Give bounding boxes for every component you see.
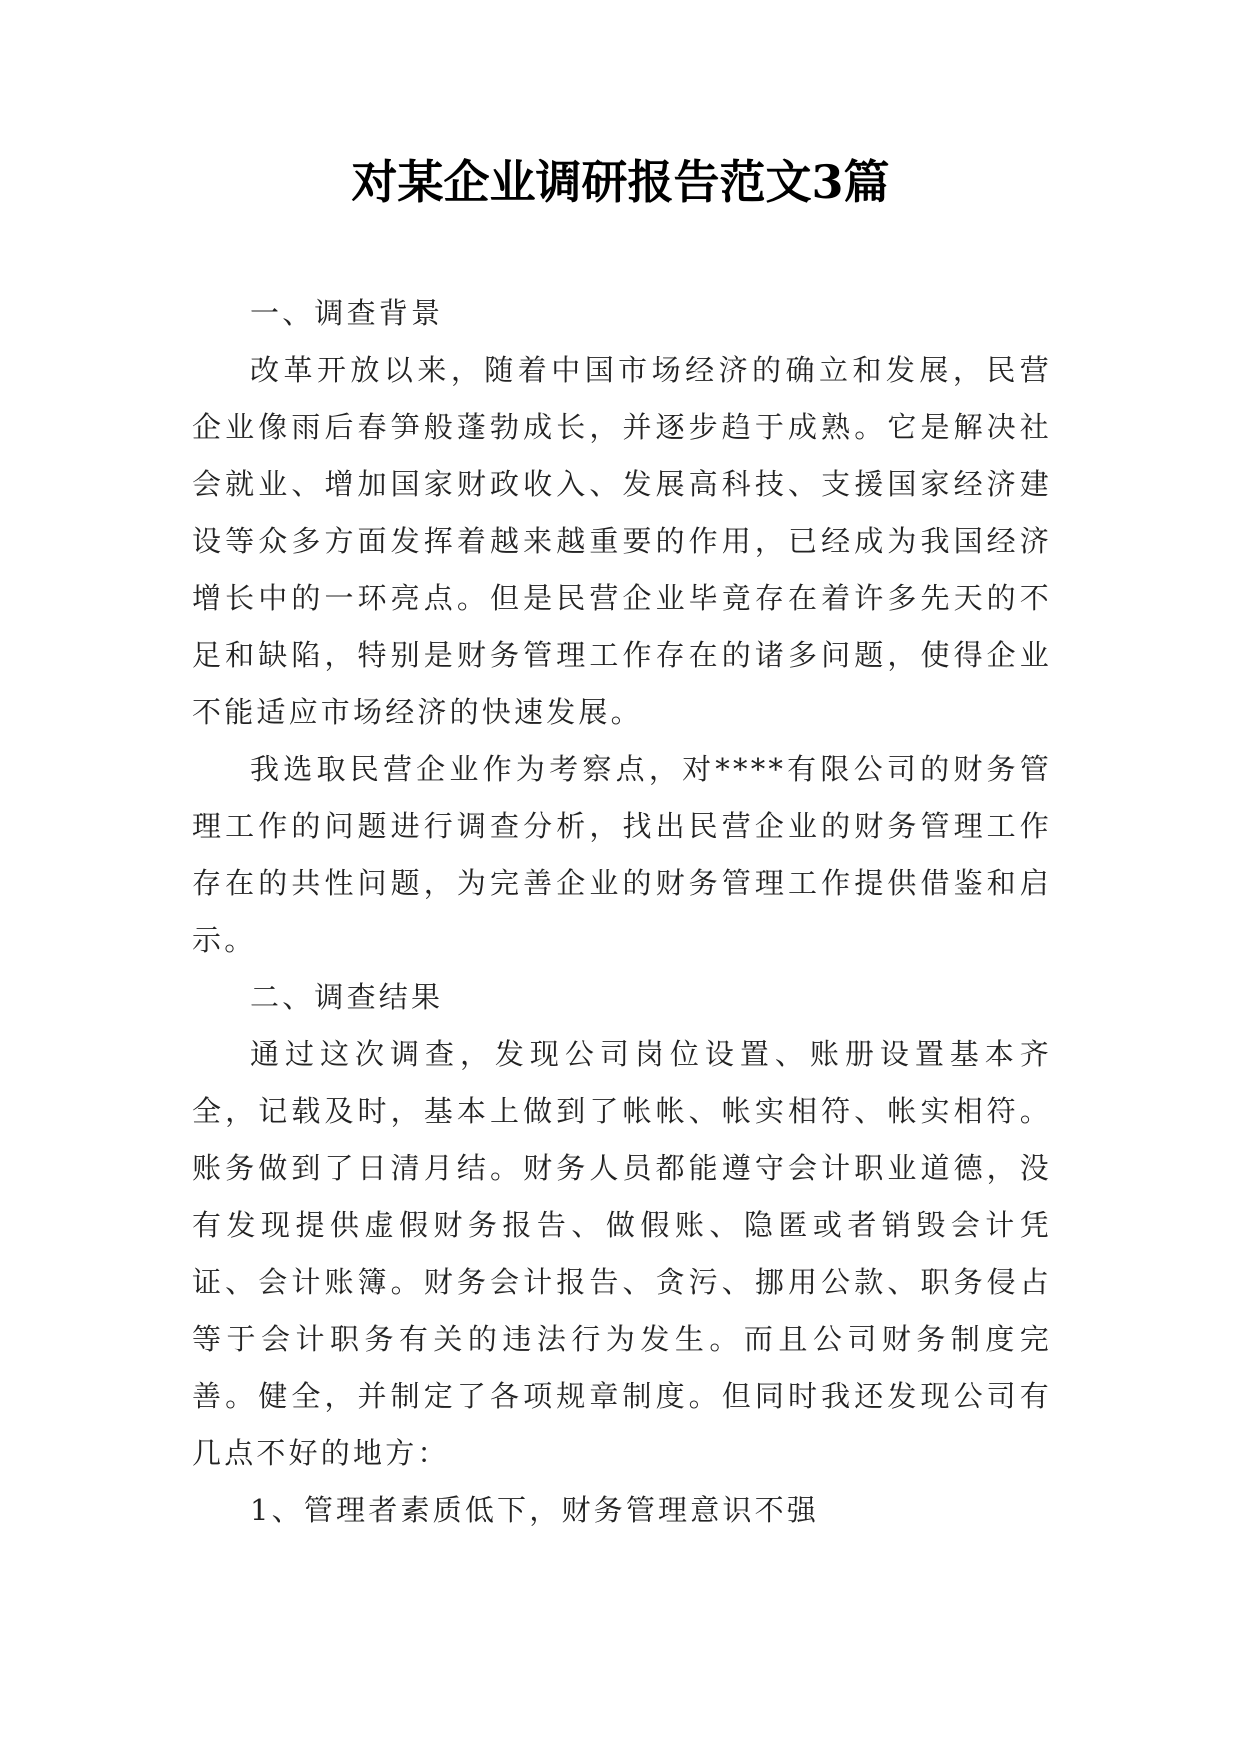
paragraph-background-2: 我选取民营企业作为考察点，对****有限公司的财务管理工作的问题进行调查分析，找出民营企业的财务管理工作存在的共性问题，为完善企业的财务管理工作提供借鉴和启示。 bbox=[192, 752, 1052, 957]
section-heading-results: 二、调查结果 bbox=[250, 980, 444, 1014]
paragraph-results-1: 通过这次调查，发现公司岗位设置、账册设置基本齐全，记载及时，基本上做到了帐帐、帐实相符、帐实相符。账务做到了日清月结。财务人员都能遵守会计职业道德，没有发现提供虚假财务报告、做假账、隐匿或者销毁会计凭证、会计账簿。财务会计报告、贪污、挪用公款、职务侵占等于会计职务有关的违法行为发生。而且公司财务制度完善。健全，并制定了各项规章制度。但同时我还发现公司有几点不好的地方： bbox=[192, 1037, 1052, 1470]
subheading-item-1: 1、管理者素质低下，财务管理意识不强 bbox=[250, 1493, 820, 1527]
document-title: 对某企业调研报告范文3篇 bbox=[351, 155, 890, 209]
paragraph-background-1: 改革开放以来，随着中国市场经济的确立和发展，民营企业像雨后春笋般蓬勃成长，并逐步趋于成熟。它是解决社会就业、增加国家财政收入、发展高科技、支援国家经济建设等众多方面发挥着越来越重要的作用，已经成为我国经济增长中的一环亮点。但是民营企业毕竟存在着许多先天的不足和缺陷，特别是财务管理工作存在的诸多问题，使得企业不能适应市场经济的快速发展。 bbox=[192, 353, 1052, 729]
section-heading-background: 一、调查背景 bbox=[250, 296, 444, 330]
document-body bbox=[192, 285, 1052, 1539]
